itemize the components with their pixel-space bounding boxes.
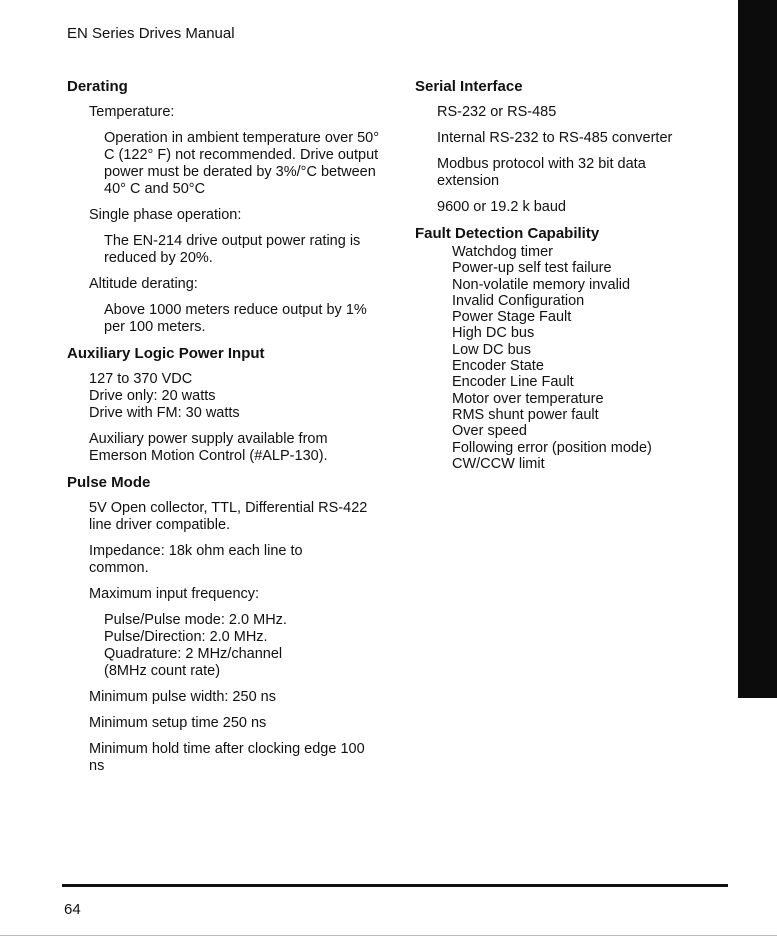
min-setup-time: Minimum setup time 250 ns xyxy=(89,715,267,731)
fault-detection-heading: Fault Detection Capability xyxy=(415,225,600,242)
aux-power-lines xyxy=(89,371,387,422)
single-phase-label: Single phase operation: xyxy=(89,207,242,223)
aux-power-heading: Auxiliary Logic Power Input xyxy=(67,345,265,362)
fault-item: Invalid Configuration xyxy=(452,292,585,309)
fault-item: Non-volatile memory invalid xyxy=(452,276,631,293)
aux-supply-text: Auxiliary power supply available from Emerson Motion Control (#ALP-130). xyxy=(89,431,328,464)
fault-item: Over speed xyxy=(452,423,527,440)
fault-item: Power-up self test failure xyxy=(452,260,612,277)
altitude-label: Altitude derating: xyxy=(89,276,198,292)
frequency-lines xyxy=(104,612,387,680)
footer-rule xyxy=(62,884,728,887)
bottom-edge-line xyxy=(0,935,777,936)
serial-item: Internal RS-232 to RS-485 converter xyxy=(437,130,673,146)
aux-line: Drive with FM: 30 watts xyxy=(89,405,240,421)
frequency-line: Pulse/Direction: 2.0 MHz. xyxy=(104,629,268,645)
fault-item: CW/CCW limit xyxy=(452,455,545,472)
aux-line: 127 to 370 VDC xyxy=(89,371,193,387)
fault-item: Low DC bus xyxy=(452,341,531,358)
fault-item: Motor over temperature xyxy=(452,390,604,407)
fault-item: Encoder Line Fault xyxy=(452,374,574,391)
impedance-text: Impedance: 18k ohm each line to common. xyxy=(89,543,303,576)
fault-item: Power Stage Fault xyxy=(452,309,572,326)
serial-interface-heading: Serial Interface xyxy=(415,78,523,95)
frequency-line: (8MHz count rate) xyxy=(104,663,221,679)
fault-item: Watchdog timer xyxy=(452,244,553,260)
serial-item: RS-232 or RS-485 xyxy=(437,104,557,120)
fault-item: High DC bus xyxy=(452,325,535,342)
pulse-mode-heading: Pulse Mode xyxy=(67,474,151,491)
single-phase-text: The EN-214 drive output power rating is reduced by 20%. xyxy=(104,233,361,266)
fault-list xyxy=(452,244,715,472)
fault-item: Encoder State xyxy=(452,358,544,375)
page-header: EN Series Drives Manual xyxy=(67,25,235,42)
altitude-text: Above 1000 meters reduce output by 1% per 100 meters. xyxy=(104,302,367,335)
right-column xyxy=(415,78,715,472)
scan-edge-bar xyxy=(738,0,777,698)
frequency-line: Pulse/Pulse mode: 2.0 MHz. xyxy=(104,612,287,628)
min-hold-time: Minimum hold time after clocking edge 100 ns xyxy=(89,741,365,774)
frequency-line: Quadrature: 2 MHz/channel xyxy=(104,646,283,662)
min-pulse-width: Minimum pulse width: 250 ns xyxy=(89,689,276,705)
page-number: 64 xyxy=(64,901,81,918)
pulse-compat-text: 5V Open collector, TTL, Differential RS-422 line driver compatible. xyxy=(89,500,368,533)
left-column xyxy=(67,78,387,784)
temperature-label: Temperature: xyxy=(89,104,175,120)
fault-item: Following error (position mode) xyxy=(452,439,652,456)
aux-line: Drive only: 20 watts xyxy=(89,388,216,404)
serial-item: Modbus protocol with 32 bit data extension xyxy=(437,156,646,189)
fault-item: RMS shunt power fault xyxy=(452,406,599,423)
temperature-text: Operation in ambient temperature over 50° C (122° F) not recommended. Drive output power must be derated by 3%/°C between 40° C and 50°C xyxy=(104,130,380,197)
max-freq-label: Maximum input frequency: xyxy=(89,586,260,602)
derating-heading: Derating xyxy=(67,78,128,95)
serial-item: 9600 or 19.2 k baud xyxy=(437,199,566,215)
